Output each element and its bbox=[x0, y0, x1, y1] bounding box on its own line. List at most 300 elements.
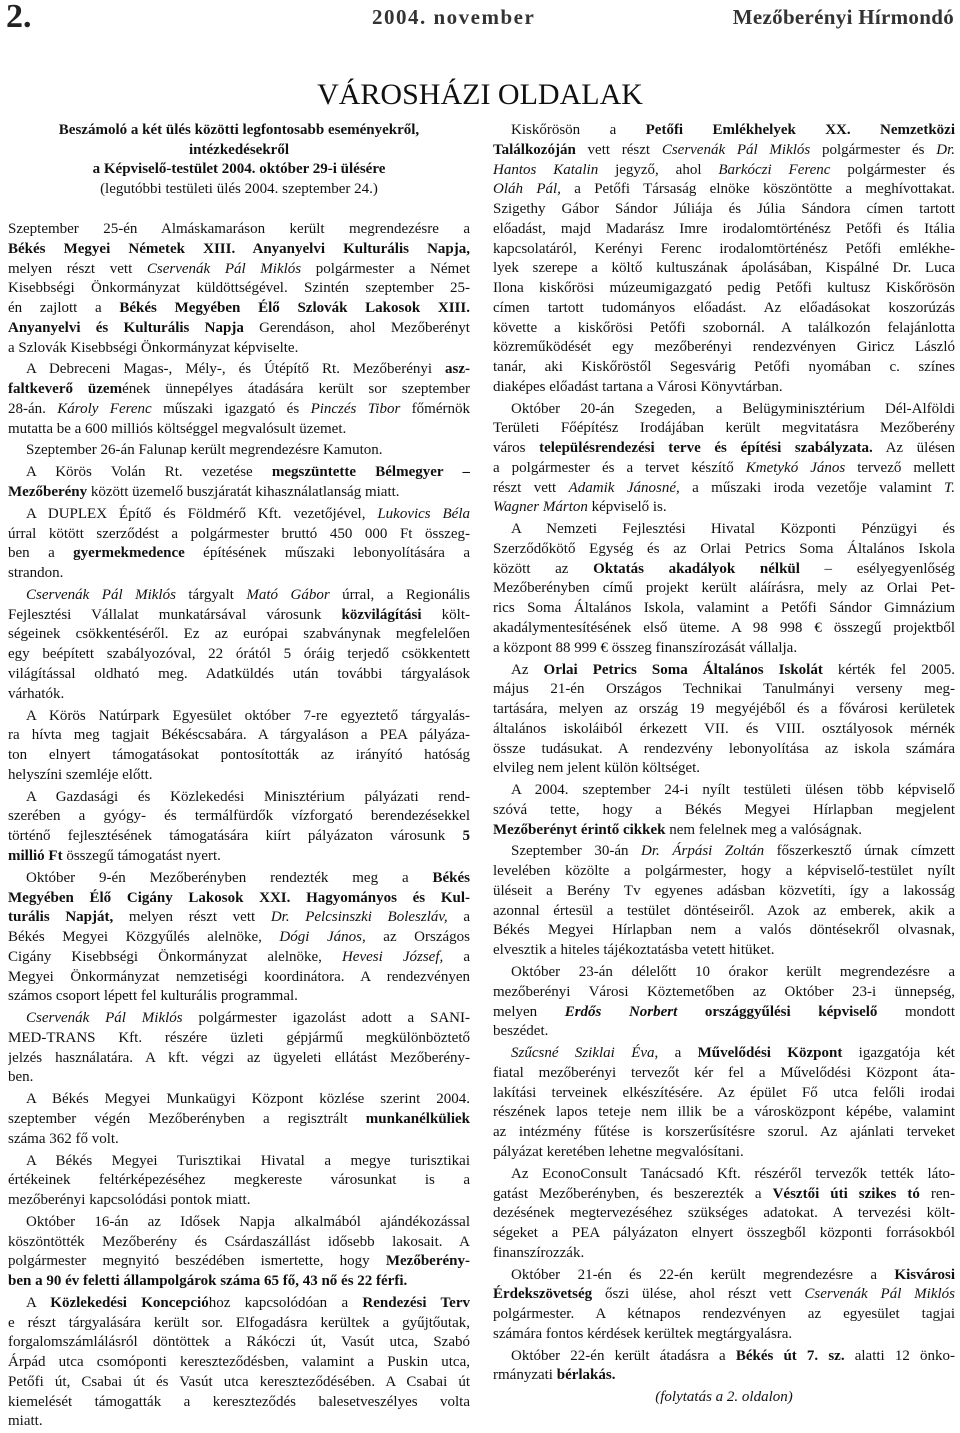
text-run: Október 16-án az Idősek Napja alkalmából ajándékozással bbox=[26, 1213, 470, 1230]
text-line bbox=[8, 1029, 470, 1049]
text-run: tartására, melyen az ország 19 megyéjéből és a fővárosi kerületek bbox=[493, 701, 955, 718]
text-run: elvesztik a hiteles tájékoztatásba vetett hitüket. bbox=[493, 942, 775, 959]
text-run: várhatók. bbox=[8, 685, 65, 702]
text-run: mezőberényi kapcsolódási pontok miatt. bbox=[8, 1192, 251, 1209]
text-run: műszaki igazgató és bbox=[151, 400, 311, 417]
paragraph bbox=[8, 441, 470, 461]
text-run: között üzemelő buszjáratát kihasználatlanság miatt. bbox=[87, 484, 400, 501]
text-run: Pinczés Tibor bbox=[310, 400, 401, 417]
text-run: száma 362 fő volt. bbox=[8, 1130, 119, 1147]
left-column bbox=[8, 121, 470, 1432]
text-run: Lukovics Béla bbox=[377, 505, 470, 522]
text-run: finanszírozzák. bbox=[493, 1244, 585, 1261]
text-run: dezésének megtervezéséhez szükséges adatokat. A tervezési költ- bbox=[493, 1205, 955, 1222]
text-run: Területi Főépítész Irodájában került megvitatásra Mezőberény bbox=[493, 420, 955, 437]
text-line bbox=[8, 987, 470, 1007]
text-line bbox=[493, 459, 955, 479]
right-column bbox=[493, 121, 955, 1408]
text-run: ben a bbox=[8, 545, 74, 562]
text-run: őszi ülése, ahol részt vett bbox=[592, 1286, 805, 1303]
text-run: köszöntötték Mezőberény és Csárdaszállást idősebb lakosait. A bbox=[8, 1233, 470, 1250]
text-run: építésének műszaki lebonyolítására a bbox=[184, 545, 470, 562]
text-line bbox=[8, 180, 470, 200]
text-run: Árpád utca csomóponti kereszteződésben, valamint a Puskin utca, bbox=[8, 1354, 470, 1371]
text-line bbox=[493, 161, 955, 181]
text-run: részének lapos teteje nem illik be a városközpont képébe, valamint bbox=[493, 1104, 955, 1121]
text-line bbox=[8, 1152, 470, 1172]
text-run: az intézmény fűtése is korszerűsítésre szorul. Az ajánlati terveket bbox=[493, 1124, 955, 1141]
text-run: , a bbox=[654, 1045, 698, 1062]
text-line bbox=[493, 299, 955, 319]
text-line bbox=[8, 1252, 470, 1272]
text-run: e részt tárgyalására került sor. Elfogadásra kerültek a gyűjtőutak, bbox=[8, 1314, 470, 1331]
paragraph bbox=[493, 963, 955, 1042]
text-run: tervező mellett bbox=[845, 459, 955, 476]
text-run: Cigány Kisebbségi Önkormányzat alelnöke, bbox=[8, 948, 342, 965]
section-title: VÁROSHÁZI OLDALAK bbox=[317, 78, 643, 112]
text-line bbox=[493, 180, 955, 200]
text-line bbox=[493, 862, 955, 882]
text-run: Békés Megyei Közgyűlés alelnöke, bbox=[8, 929, 280, 945]
text-line bbox=[8, 606, 470, 626]
text-run: lyek szerepe a költő kultuszának ápolásában, Kispálné Dr. Luca bbox=[493, 260, 955, 277]
paragraph bbox=[493, 1044, 955, 1163]
text-run: számos csoport lépett fel kulturális programmal. bbox=[8, 988, 298, 1005]
text-run: megszüntette Bélmegyer – bbox=[271, 464, 470, 481]
text-run: Dr. Pelcsinszki Boleszláv, bbox=[270, 909, 448, 926]
text-run: gyermekmedence bbox=[73, 545, 185, 562]
text-line bbox=[493, 259, 955, 279]
text-run: Október 20-án Szegeden, a Belügyminisztérium Dél-Alföldi bbox=[511, 400, 955, 417]
text-line bbox=[493, 720, 955, 740]
text-line bbox=[8, 726, 470, 746]
text-run: Szeptember 25-én Almáskamaráson került megrendezésre a bbox=[8, 221, 470, 237]
text-run: világítással oldható meg. Adatküldés után további tárgyalások bbox=[8, 665, 470, 682]
text-run: a központ 88 999 € összeg finanszírozását vállalja. bbox=[493, 639, 798, 656]
text-run: MED-TRANS Kft. részére üzleti gépjármű megkülönböztető bbox=[8, 1029, 470, 1046]
text-run: Kisebbségi Önkormányzat küldöttségével. Szintén szeptember 25- bbox=[8, 280, 470, 297]
text-line bbox=[8, 121, 470, 141]
text-line bbox=[493, 1103, 955, 1123]
text-run: címen tartott tudományos előadást. Az előadásokat koszorúzás bbox=[493, 299, 955, 316]
text-run: Dógi János, bbox=[279, 929, 366, 945]
text-line bbox=[493, 983, 955, 1003]
text-line bbox=[8, 1294, 470, 1314]
text-run: munkanélküliek bbox=[365, 1110, 470, 1127]
text-line bbox=[493, 439, 955, 459]
text-run: A Nemzeti Fejlesztési Hivatal Központi Pénzügyi és bbox=[511, 521, 955, 538]
text-run: költ- bbox=[421, 606, 470, 623]
text-run: – esélyegyenlőség bbox=[799, 560, 955, 577]
text-line bbox=[8, 160, 470, 180]
text-line bbox=[493, 902, 955, 922]
text-run: 28-án. bbox=[8, 400, 58, 417]
text-run: üléseit a Berény Tv egyenes adásban közvetíti, így a lakosság bbox=[493, 882, 955, 899]
text-run: A bbox=[26, 1294, 51, 1311]
text-line bbox=[493, 781, 955, 801]
text-run: Cservenák Pál Miklós bbox=[26, 586, 176, 603]
text-line bbox=[8, 908, 470, 928]
text-run: azonnal értesül a testület döntéseiről. Azok az emberek, akik a bbox=[493, 902, 955, 919]
text-run: mondott bbox=[877, 1003, 955, 1020]
text-run: között az bbox=[493, 560, 594, 577]
text-line bbox=[493, 279, 955, 299]
text-line bbox=[8, 1233, 470, 1253]
text-run: T. bbox=[944, 479, 955, 496]
paragraph bbox=[493, 520, 955, 658]
text-run: Fejlesztési Vállalat munkatársával városunk bbox=[8, 606, 342, 623]
text-run: forgalomszámlálásról döntöttek a Rákóczi út, Vasút utca, Szabó bbox=[8, 1334, 470, 1351]
text-run: Október 9-én Mezőberényben rendezték meg a bbox=[26, 869, 433, 886]
text-run: Október 23-án délelőtt 10 órakor került megrendezésre a bbox=[511, 964, 955, 981]
text-run: miatt. bbox=[8, 1413, 43, 1430]
text-line bbox=[8, 1213, 470, 1233]
text-run: ben a 90 év feletti állampolgárok száma 65 fő, 43 nő és 22 férfi. bbox=[8, 1273, 408, 1290]
text-run: Békés Megyei Németek XIII. Anyanyelvi Kulturális Napja, bbox=[8, 240, 470, 257]
text-run: tanár, aki Kiskőröstől Segesvárig Petőfi nyomában c. színes bbox=[493, 359, 955, 375]
text-line bbox=[493, 358, 955, 378]
text-run: a Petőfi Társaság elnöke köszöntötte a meghívottakat. bbox=[560, 181, 955, 198]
paragraph bbox=[8, 1294, 470, 1432]
text-line bbox=[493, 700, 955, 720]
text-line bbox=[8, 645, 470, 665]
text-run: 5 bbox=[462, 828, 470, 845]
text-run: a Szlovák Kisebbségi Önkormányzat képviselte. bbox=[8, 339, 299, 356]
text-run: részt vett bbox=[493, 479, 569, 496]
text-line bbox=[8, 240, 470, 260]
text-line bbox=[8, 380, 470, 400]
text-run: Orlai Petrics Soma Általános Iskolát bbox=[543, 661, 823, 678]
text-run: Károly Ferenc bbox=[57, 400, 152, 417]
text-run: millió Ft bbox=[8, 847, 63, 864]
text-run: A Békés Megyei Munkaügyi Központ közlése szerint 2004. bbox=[26, 1091, 470, 1108]
text-run: A Körös Natúrpark Egyesület október 7-re egyeztető tárgyalás- bbox=[26, 707, 470, 724]
text-line bbox=[493, 1123, 955, 1143]
text-run: polgármester és bbox=[830, 161, 955, 178]
text-run: Mezőberényt érintő cikkek bbox=[493, 821, 666, 838]
text-line bbox=[493, 963, 955, 983]
text-run: Rendezési Terv bbox=[362, 1294, 470, 1311]
text-run: Szűcsné Sziklai Éva bbox=[511, 1045, 655, 1062]
text-run: ségeket a PEA pályázaton elnyert összegből központi forrásokból bbox=[493, 1225, 955, 1241]
paragraph bbox=[493, 1165, 955, 1264]
text-run: turális Napját, bbox=[8, 909, 114, 926]
text-line bbox=[8, 665, 470, 685]
text-run: ben. bbox=[8, 1069, 34, 1086]
text-line bbox=[493, 378, 955, 398]
text-line bbox=[8, 141, 470, 161]
text-run: Cservenák Pál Miklós bbox=[661, 141, 811, 158]
paragraph bbox=[8, 505, 470, 584]
text-line bbox=[493, 1044, 955, 1064]
text-run: ren- bbox=[919, 1185, 955, 1202]
paragraph bbox=[493, 781, 955, 840]
text-line bbox=[493, 220, 955, 240]
text-run: Cservenák Pál Miklós bbox=[804, 1286, 955, 1303]
text-line bbox=[493, 400, 955, 420]
text-line bbox=[8, 564, 470, 584]
text-line bbox=[8, 483, 470, 503]
text-run: Erdős Norbert bbox=[564, 1003, 678, 1020]
text-run: előadást, majd Madarász Imre irodalomtörténész Petőfi és Itália bbox=[493, 220, 955, 237]
text-run: A Gazdasági és Közlekedési Minisztérium pályázati rend- bbox=[26, 788, 470, 805]
paragraph bbox=[8, 220, 470, 358]
text-run: (legutóbbi testületi ülés 2004. szeptember 24.) bbox=[100, 180, 378, 197]
text-run: melyen részt vett bbox=[113, 909, 271, 926]
text-run: A DUPLEX Építő és Földmérő Kft. vezetőjével, bbox=[26, 505, 378, 522]
paragraph bbox=[493, 842, 955, 961]
text-run: Október 22-én került átadásra a bbox=[511, 1347, 736, 1364]
text-run: május 21-én Országos Technikai Tanulmányi verseny meg- bbox=[493, 681, 955, 698]
text-run: ségeinek csökkentéséről. Ez az európai szabványnak megfelelően bbox=[8, 626, 470, 643]
text-run: vett részt bbox=[575, 141, 662, 158]
text-run: beszédet. bbox=[493, 1023, 549, 1040]
text-run: igazgatója két bbox=[842, 1045, 955, 1062]
text-run: A Debreceni Magas-, Mély-, és Útépítő Rt. Mezőberényi bbox=[26, 361, 445, 378]
text-run: Beszámoló a két ülés közötti legfontosabb eseményekről, bbox=[58, 122, 420, 138]
text-line bbox=[8, 807, 470, 827]
text-line bbox=[493, 1305, 955, 1325]
text-line bbox=[493, 1325, 955, 1345]
text-line bbox=[8, 1353, 470, 1373]
text-run: lakítási terveinek elkészítésére. Az épület Fő utca felőli irodai bbox=[493, 1084, 955, 1101]
text-run: úrral, a Regionális bbox=[329, 586, 470, 603]
text-line bbox=[8, 441, 470, 461]
paragraph bbox=[8, 1090, 470, 1149]
text-line bbox=[493, 1064, 955, 1084]
text-run: Szeptember 26-án Falunap került megrendezésre Kamuton. bbox=[26, 442, 383, 459]
text-line bbox=[8, 948, 470, 968]
article-heading bbox=[8, 121, 470, 199]
text-run: Mezőberényben című projekt került aláírásra, mely az Orlai Pet- bbox=[493, 580, 955, 597]
text-run: Kmetykó János bbox=[745, 459, 846, 476]
left-column-body bbox=[8, 220, 470, 1432]
text-run: a bbox=[447, 909, 470, 926]
text-run: város bbox=[493, 440, 540, 457]
paragraph bbox=[493, 400, 955, 519]
text-line bbox=[493, 921, 955, 941]
text-run: akadálymentesítésének első üteme. A 98 998 € összegű projektből bbox=[493, 619, 955, 636]
text-run: Kisvárosi bbox=[894, 1266, 955, 1283]
text-run: polgármester a Német bbox=[301, 260, 470, 277]
text-run: a polgármester és a tervet készítő bbox=[493, 459, 746, 476]
text-run: ton elnyert támogatásokat pontosították az irányító hatóság bbox=[8, 747, 470, 764]
text-run: én zajlott a bbox=[8, 300, 120, 316]
text-run: a Képviselő-testület 2004. október 29-i ülésére bbox=[92, 161, 386, 177]
text-run: bérlakás. bbox=[556, 1367, 616, 1384]
text-line bbox=[8, 1090, 470, 1110]
text-line bbox=[8, 505, 470, 525]
text-run: összegű támogatást nyert. bbox=[62, 847, 221, 864]
text-run: történő fejlesztésének támogatására kiírt pályázaton városunk bbox=[8, 828, 463, 845]
text-line bbox=[493, 319, 955, 339]
text-run: Anyanyelvi és Kulturális Napja bbox=[8, 319, 244, 336]
text-line bbox=[8, 1009, 470, 1029]
text-run: jegyző, ahol bbox=[598, 161, 719, 178]
continuation-note: (folytatás a 2. oldalon) bbox=[655, 1389, 793, 1406]
text-run: Szerződőkötő Egység és az Orlai Petrics Soma Általános Iskola bbox=[493, 540, 955, 557]
text-run: az Országos bbox=[365, 929, 470, 945]
text-run: országgyűlési képviselő bbox=[677, 1003, 878, 1020]
text-line bbox=[493, 639, 955, 659]
text-line bbox=[8, 788, 470, 808]
text-run: Mezőberény bbox=[8, 484, 88, 501]
text-run: Kiskőrösön a bbox=[511, 122, 646, 138]
text-line bbox=[8, 1412, 470, 1432]
text-line bbox=[8, 1333, 470, 1353]
text-run: közvilágítási bbox=[341, 606, 422, 623]
text-line bbox=[8, 463, 470, 483]
text-line bbox=[8, 1049, 470, 1069]
text-run: ra hívta meg tagjait Békéscsabára. A tárgyaláson a PEA pályáza- bbox=[8, 727, 470, 744]
text-line bbox=[493, 479, 955, 499]
text-line bbox=[8, 1110, 470, 1130]
text-run: Az bbox=[511, 661, 544, 678]
paragraph bbox=[8, 360, 470, 439]
text-run: Cservenák Pál Miklós bbox=[146, 260, 302, 277]
text-run: Találkozóján bbox=[493, 141, 576, 158]
text-line bbox=[493, 240, 955, 260]
text-line bbox=[493, 619, 955, 639]
text-line bbox=[493, 801, 955, 821]
paragraph bbox=[493, 661, 955, 780]
text-line bbox=[493, 842, 955, 862]
text-line bbox=[8, 889, 470, 909]
text-line bbox=[493, 1244, 955, 1264]
text-run: nem felelnek meg a valóságnak. bbox=[665, 821, 863, 838]
text-run: szerében a gyógy- és termálfürdők vízforgató berendezésekkel bbox=[8, 808, 470, 825]
text-line bbox=[493, 1084, 955, 1104]
text-run: A 2004. szeptember 24-i nyílt testületi ülésen több képviselő bbox=[511, 782, 955, 799]
text-line bbox=[493, 1003, 955, 1023]
text-line bbox=[8, 525, 470, 545]
text-line bbox=[8, 625, 470, 645]
text-run: kiemelését támogatták a kereszteződés balesetveszélyes volta bbox=[8, 1393, 470, 1410]
text-run: a bbox=[443, 948, 470, 965]
text-line bbox=[8, 260, 470, 280]
text-line bbox=[8, 746, 470, 766]
text-run: Dr. bbox=[936, 141, 955, 158]
text-run: Vésztői úti szikes tó bbox=[772, 1185, 920, 1202]
text-run: jelzés használatára. A kft. végzi az ügyeleti ellátást Mezőberény- bbox=[8, 1049, 470, 1066]
text-run: Petőfi Emlékhelyek XX. Nemzetközi bbox=[645, 122, 955, 138]
text-run: melyen bbox=[493, 1003, 565, 1020]
paragraph bbox=[8, 586, 470, 705]
text-line bbox=[493, 1285, 955, 1305]
text-run: faltkeverő üzem bbox=[8, 381, 123, 398]
text-line bbox=[8, 1373, 470, 1393]
text-line bbox=[8, 869, 470, 889]
text-run: Dr. Árpási Zoltán bbox=[641, 843, 765, 860]
text-line bbox=[8, 827, 470, 847]
text-run: egy beépített szabályozóval, 22 órától 5 óráig terjedő csökkentett bbox=[8, 646, 470, 663]
text-line bbox=[8, 279, 470, 299]
text-line bbox=[493, 1165, 955, 1185]
text-line bbox=[493, 540, 955, 560]
text-run: közreműködését egy mezőberényi rendezvényen Giricz László bbox=[493, 339, 955, 356]
text-run: főmérnök bbox=[400, 400, 470, 417]
text-run: Mezőberény- bbox=[385, 1253, 470, 1270]
text-line bbox=[493, 740, 955, 760]
text-line bbox=[8, 400, 470, 420]
text-run: Érdekszövetség bbox=[493, 1286, 593, 1303]
text-run: ének ünnepélyes átadására került sor szeptember bbox=[122, 381, 470, 398]
text-line bbox=[8, 1272, 470, 1292]
paragraph bbox=[493, 1347, 955, 1387]
text-line bbox=[8, 707, 470, 727]
text-line bbox=[493, 941, 955, 961]
text-run: elvileg nem jelent külön költséget. bbox=[493, 760, 701, 777]
text-run: Cservenák Pál Miklós bbox=[26, 1010, 183, 1027]
text-line bbox=[493, 1347, 955, 1367]
text-run: településrendezési terve és építési szabályzata. bbox=[539, 440, 873, 457]
text-line bbox=[493, 1224, 955, 1244]
text-line bbox=[8, 968, 470, 988]
text-run: szóvá tette, hogy a Békés Megyei Hírlapban megjelent bbox=[493, 801, 955, 818]
text-line bbox=[493, 1366, 955, 1386]
text-line bbox=[493, 579, 955, 599]
text-run: kérték fel 2005. bbox=[822, 661, 955, 678]
text-run: polgármester igazolást adott a SANI- bbox=[182, 1010, 470, 1027]
right-column-body bbox=[493, 121, 955, 1386]
issue-date: 2004. november bbox=[372, 5, 536, 29]
text-run: asz- bbox=[445, 361, 470, 378]
text-run: pályázat keretében lehetne megvalósítani. bbox=[493, 1143, 744, 1160]
text-line bbox=[8, 928, 470, 948]
paragraph bbox=[8, 1213, 470, 1292]
text-line bbox=[8, 339, 470, 359]
text-run: A Körös Volán Rt. vezetése bbox=[26, 464, 272, 481]
publication-name: Mezőberényi Hírmondó bbox=[732, 5, 954, 29]
text-run: mezőberényi Városi Köztemetőben az Október 23-i ünnepség, bbox=[493, 983, 955, 1000]
text-run: Megyében Élő Cigány Lakosok XXI. Hagyományos és Kul- bbox=[8, 889, 470, 906]
text-line bbox=[493, 338, 955, 358]
text-run: Mató Gábor bbox=[246, 586, 330, 603]
text-run: számára fontos kérdések kerültek megtárgyalásra. bbox=[493, 1325, 793, 1342]
text-line bbox=[493, 520, 955, 540]
text-line bbox=[8, 544, 470, 564]
text-line bbox=[8, 1068, 470, 1088]
text-line bbox=[8, 1171, 470, 1191]
text-run: helyszíni szemléje előtt. bbox=[8, 766, 153, 783]
text-run: intézkedésekről bbox=[189, 141, 289, 158]
text-run: képviselő is. bbox=[587, 499, 667, 516]
text-run: Wagner Márton bbox=[493, 499, 588, 516]
text-run: Barkóczi Ferenc bbox=[718, 161, 831, 178]
text-line bbox=[8, 586, 470, 606]
text-run: rics Soma Általános Iskola, valamint a Petőfi Sándor Gimnázium bbox=[493, 600, 955, 617]
text-run: mutatta be a 600 milliós költséggel megvalósult üzemet. bbox=[8, 420, 347, 437]
text-run: kapcsolatáról, Kerényi Ferenc irodalomtörténész Petőfi emlékhe- bbox=[493, 240, 955, 257]
text-run: Az EconoConsult Tanácsadó Kft. részéről tervezők tették láto- bbox=[511, 1165, 955, 1182]
text-line bbox=[493, 1266, 955, 1286]
text-line bbox=[8, 1393, 470, 1413]
text-line bbox=[493, 1022, 955, 1042]
text-run: Hevesi József, bbox=[341, 948, 444, 965]
text-run: Ilona kiskőrösi múzeumigazgató pedig Petőfi kultusz Kiskőrösön bbox=[493, 280, 955, 296]
paragraph bbox=[493, 121, 955, 398]
text-line bbox=[8, 766, 470, 786]
text-run: strandon. bbox=[8, 565, 64, 582]
paragraph bbox=[8, 869, 470, 1007]
page-number: 2. bbox=[6, 0, 32, 35]
text-line bbox=[493, 599, 955, 619]
paragraph bbox=[8, 1009, 470, 1088]
paragraph bbox=[8, 1152, 470, 1211]
text-run: polgármester. A kétnapos rendezvényen az egyesület tagjai bbox=[493, 1306, 955, 1323]
text-line bbox=[8, 847, 470, 867]
text-line bbox=[8, 220, 470, 240]
